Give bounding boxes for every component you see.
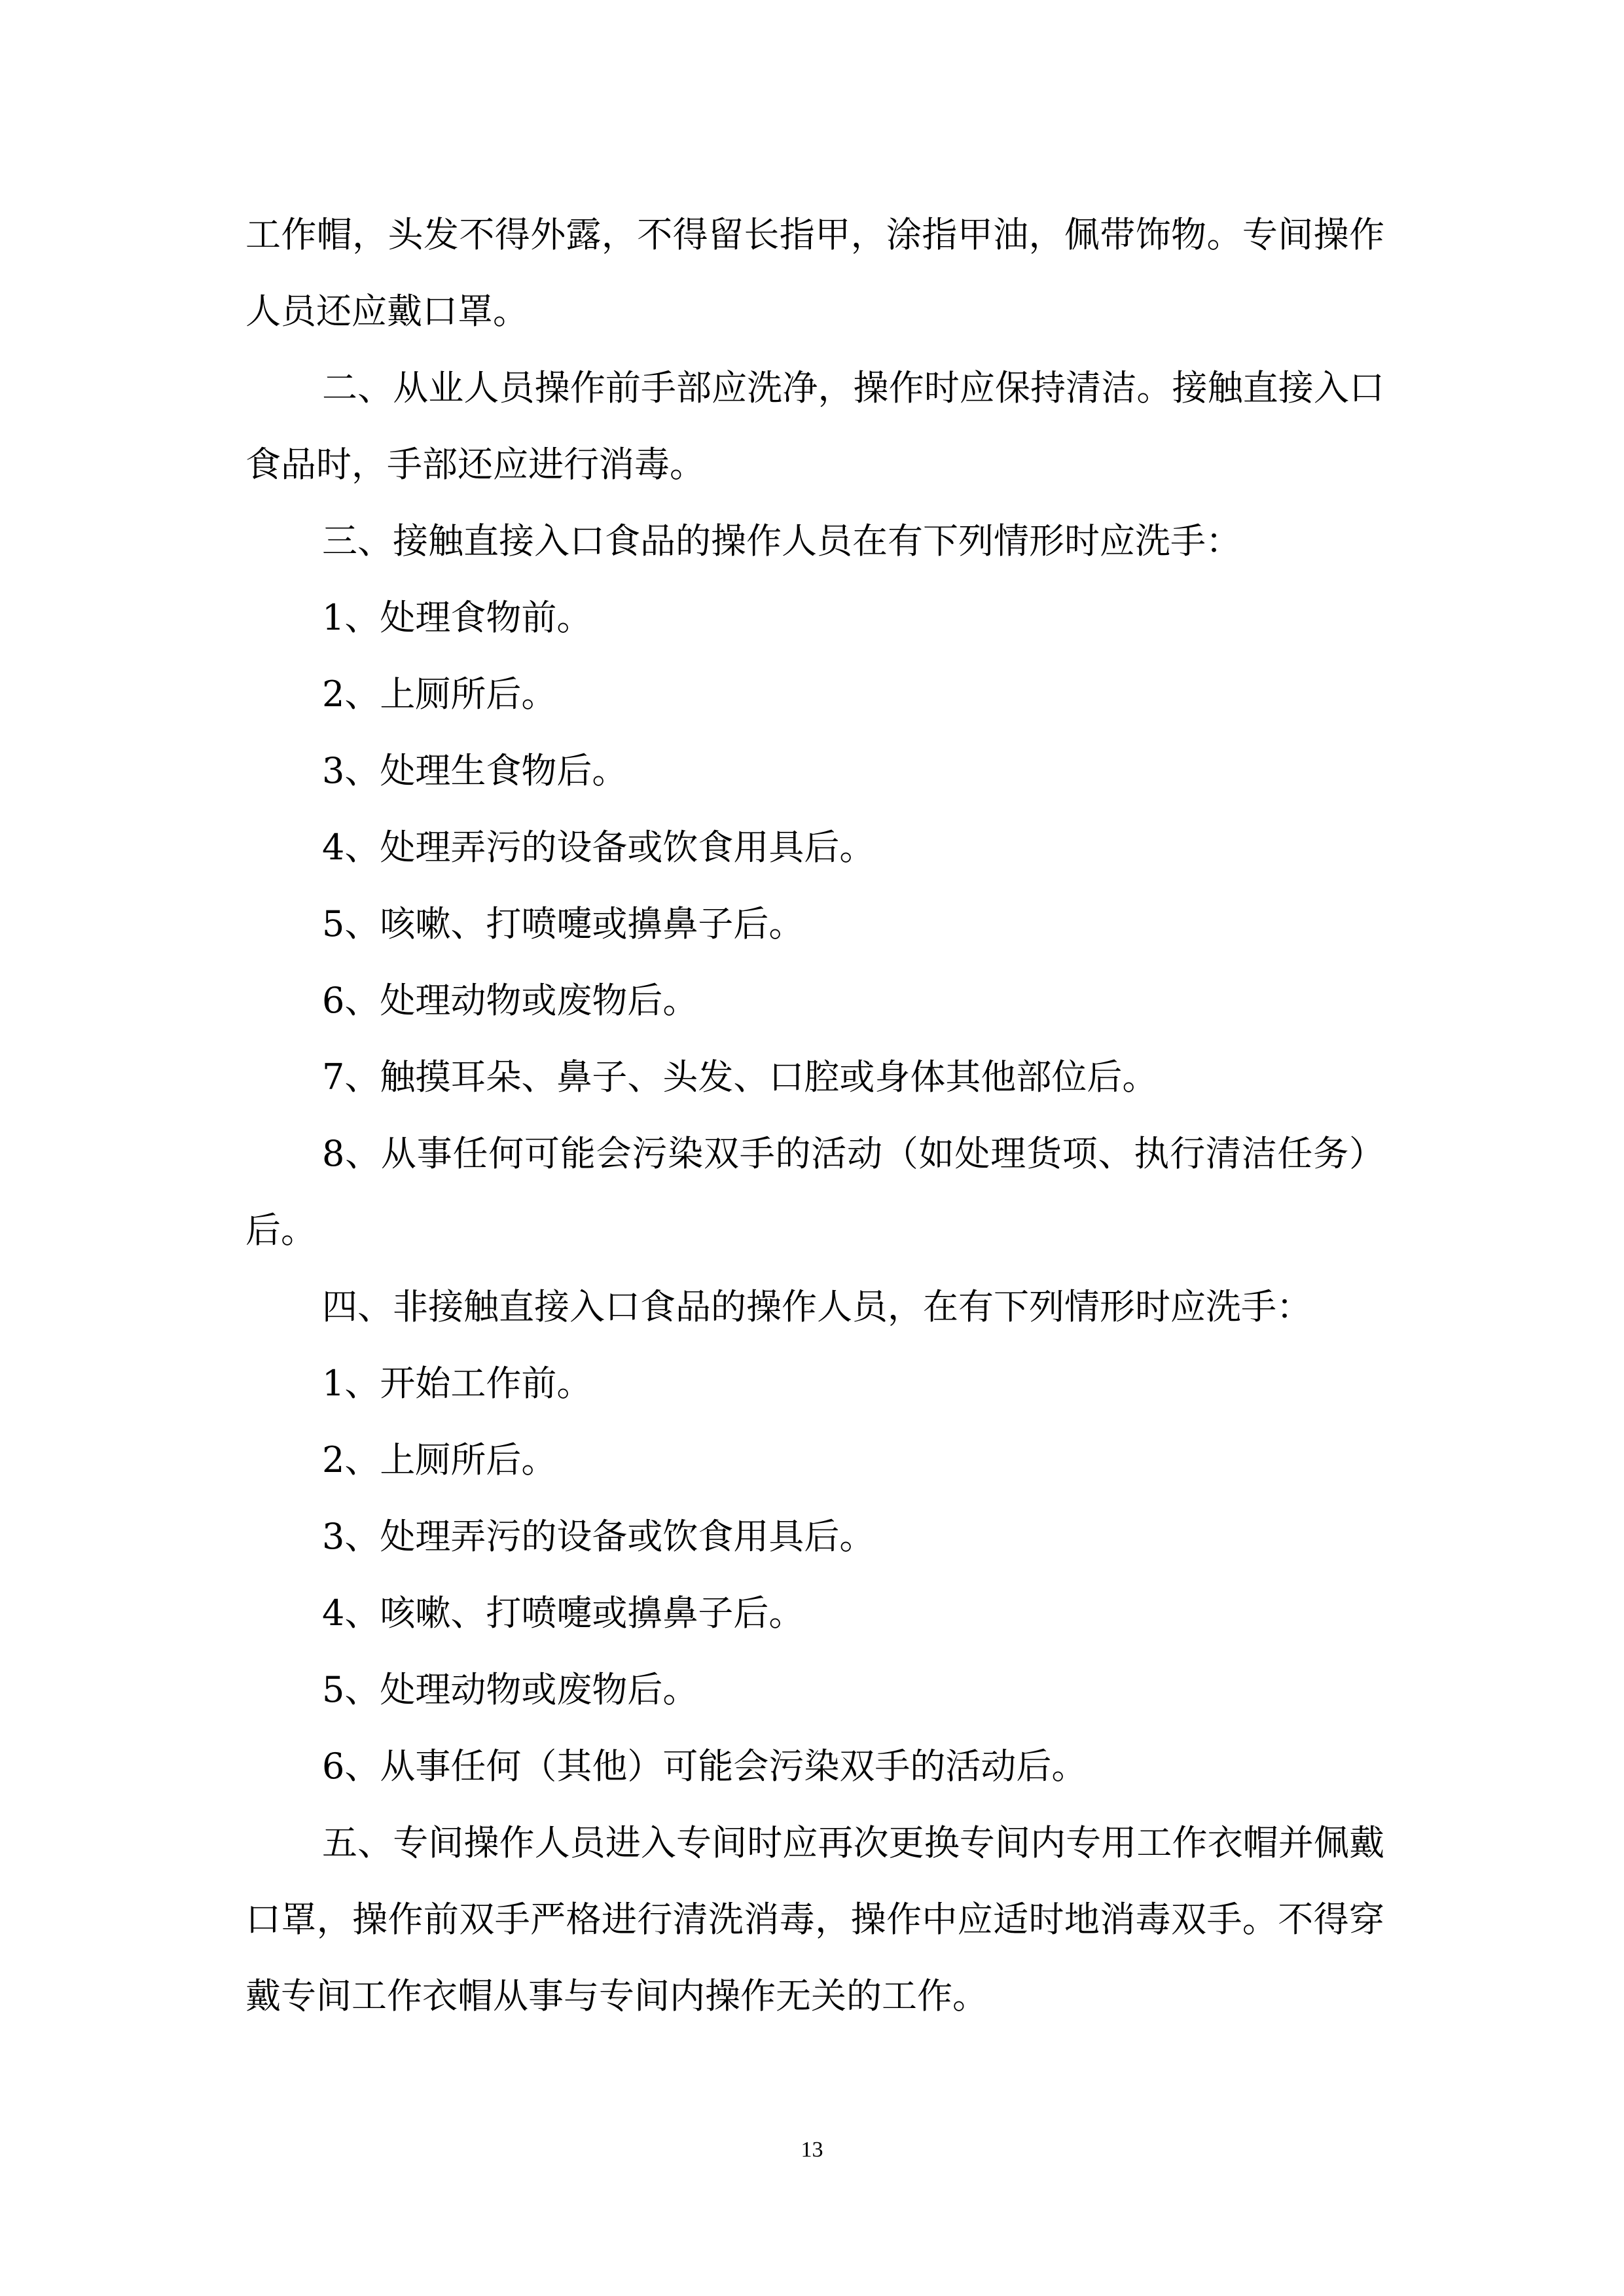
list-item: 5、咳嗽、打喷嚏或擤鼻子后。 — [322, 903, 804, 944]
list-item: 8、从事任何可能会污染双手的活动（如处理货项、执行清洁任务）后。 — [245, 1133, 1384, 1251]
list-item: 2、上厕所后。 — [322, 673, 557, 715]
list-item: 4、咳嗽、打喷嚏或擤鼻子后。 — [322, 1592, 804, 1634]
list-item: 3、处理弄污的设备或饮食用具后。 — [322, 1516, 875, 1557]
list-item: 6、从事任何（其他）可能会污染双手的活动后。 — [322, 1746, 1087, 1787]
list-item: 3、处理生食物后。 — [322, 750, 628, 791]
list-item: 5、处理动物或废物后。 — [322, 1669, 698, 1710]
paragraph-section-5: 五、专间操作人员进入专间时应再次更换专间内专用工作衣帽并佩戴口罩，操作前双手严格进行清洗消毒，操作中应适时地消毒双手。不得穿戴专间工作衣帽从事与专间内操作无关的工作。 — [245, 1822, 1384, 2017]
document-body — [245, 196, 1384, 2034]
list-item: 1、处理食物前。 — [322, 597, 592, 638]
list-item: 6、处理动物或废物后。 — [322, 980, 698, 1021]
paragraph-section-3: 三、接触直接入口食品的操作人员在有下列情形时应洗手： — [322, 520, 1241, 562]
list-item: 4、处理弄污的设备或饮食用具后。 — [322, 827, 875, 868]
paragraph-continuation: 工作帽，头发不得外露，不得留长指甲，涂指甲油，佩带饰物。专间操作人员还应戴口罩。 — [245, 214, 1384, 332]
paragraph-section-2: 二、从业人员操作前手部应洗净，操作时应保持清洁。接触直接入口食品时，手部还应进行消毒。 — [245, 367, 1384, 485]
page-number: 13 — [801, 2138, 823, 2162]
list-item: 1、开始工作前。 — [322, 1363, 592, 1404]
list-item: 7、触摸耳朵、鼻子、头发、口腔或身体其他部位后。 — [322, 1056, 1158, 1098]
list-item: 2、上厕所后。 — [322, 1439, 557, 1480]
paragraph-section-4: 四、非接触直接入口食品的操作人员，在有下列情形时应洗手： — [322, 1286, 1312, 1327]
